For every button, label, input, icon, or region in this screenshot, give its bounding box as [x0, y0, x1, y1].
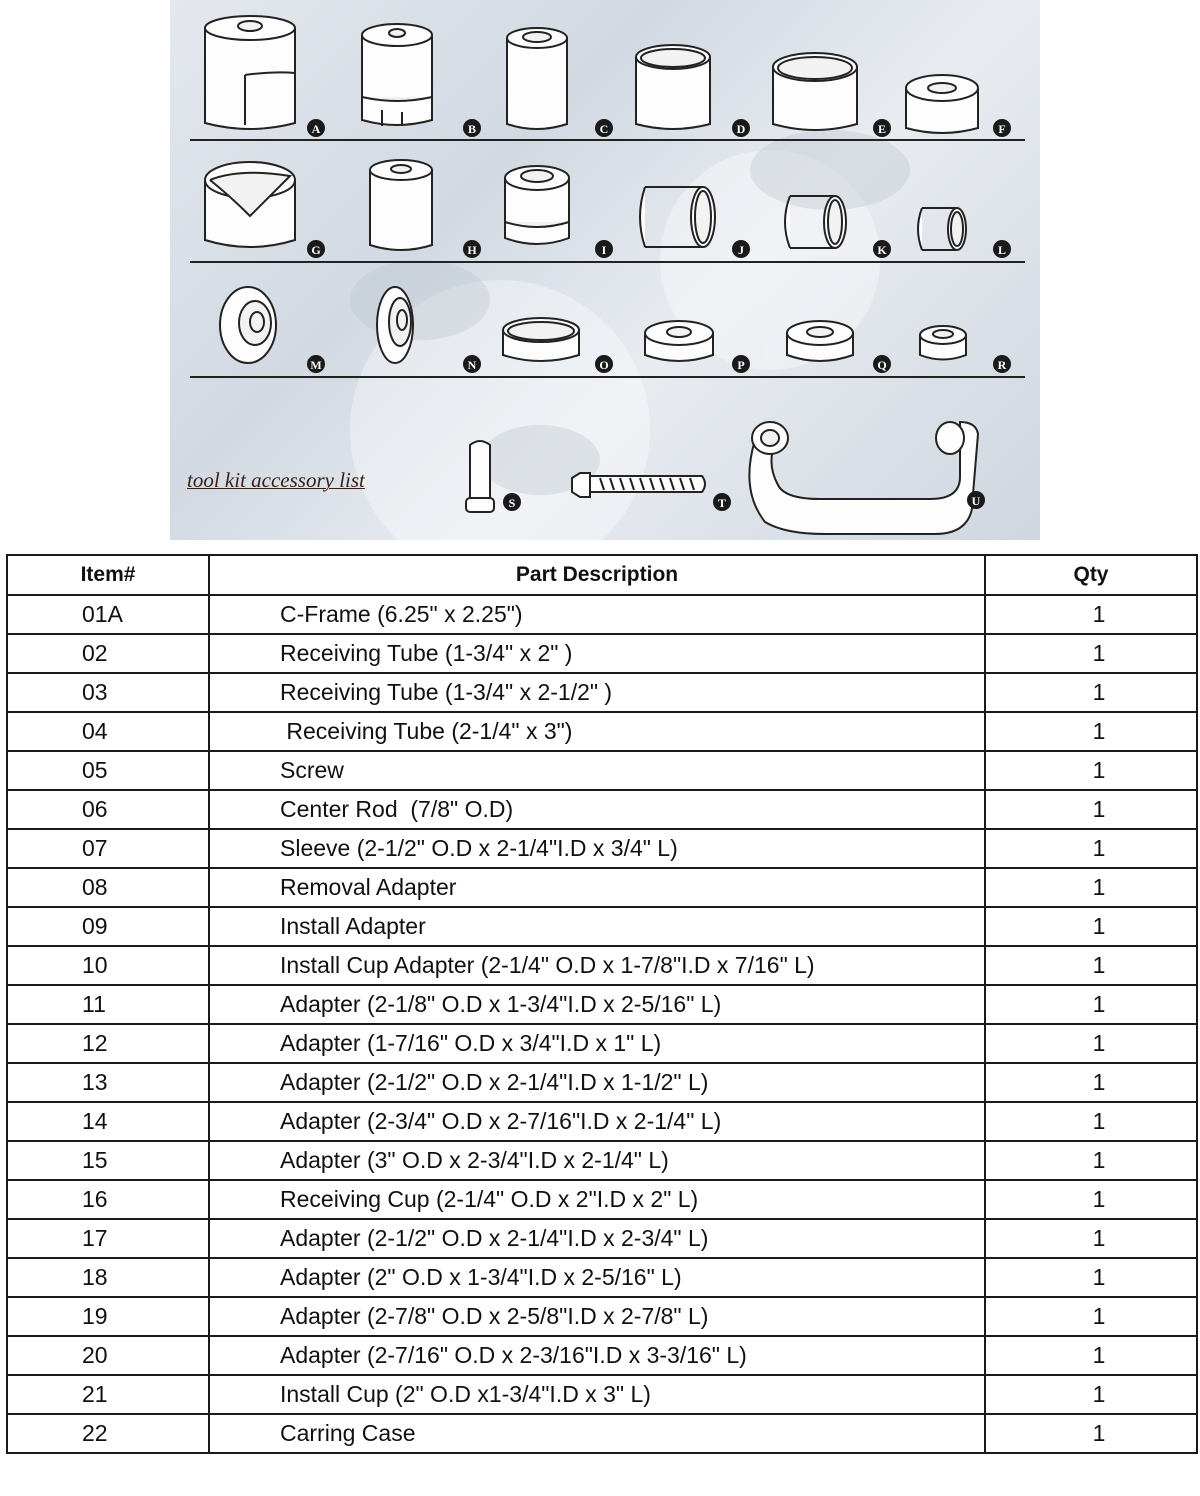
part-label-badge — [732, 240, 750, 258]
table-row — [7, 634, 1197, 673]
part-description-cell: Adapter (3" O.D x 2-3/4"I.D x 2-1/4" L) — [209, 1141, 985, 1180]
part-description-cell: C-Frame (6.25" x 2.25") — [209, 595, 985, 634]
quantity-cell: 1 — [985, 907, 1197, 946]
part-d-receiving-tube — [636, 45, 710, 129]
part-label-badge — [993, 355, 1011, 373]
part-f-install-adapter — [906, 75, 978, 133]
item-number-cell: 04 — [7, 712, 209, 751]
part-a-sleeve — [205, 16, 295, 129]
item-number-cell: 15 — [7, 1141, 209, 1180]
part-label-badge — [463, 355, 481, 373]
part-description-cell: Install Adapter — [209, 907, 985, 946]
part-u-c-frame — [749, 422, 978, 534]
svg-text:H: H — [467, 243, 477, 257]
item-number-cell: 22 — [7, 1414, 209, 1453]
part-label-badge — [595, 240, 613, 258]
parts-table — [6, 554, 1198, 1454]
table-header-row — [7, 555, 1197, 595]
item-number-cell: 20 — [7, 1336, 209, 1375]
part-label-badge — [732, 355, 750, 373]
svg-text:R: R — [997, 358, 1007, 372]
tool-kit-illustration — [170, 0, 1040, 540]
table-row — [7, 1102, 1197, 1141]
part-description-cell: Sleeve (2-1/2" O.D x 2-1/4"I.D x 3/4" L) — [209, 829, 985, 868]
svg-text:B: B — [467, 122, 477, 136]
table-row — [7, 1297, 1197, 1336]
part-description-cell: Adapter (2-7/8" O.D x 2-5/8"I.D x 2-7/8" L) — [209, 1297, 985, 1336]
part-g-cup — [205, 162, 295, 247]
item-number-cell: 07 — [7, 829, 209, 868]
table-row — [7, 1063, 1197, 1102]
table-row — [7, 907, 1197, 946]
part-b-removal-adapter — [362, 24, 432, 126]
quantity-cell: 1 — [985, 946, 1197, 985]
quantity-cell: 1 — [985, 634, 1197, 673]
table-row — [7, 751, 1197, 790]
part-description-cell: Adapter (2-7/16" O.D x 2-3/16"I.D x 3-3/16" L) — [209, 1336, 985, 1375]
item-number-cell: 08 — [7, 868, 209, 907]
svg-text:I: I — [601, 243, 607, 257]
part-r-adapter — [920, 326, 966, 360]
quantity-cell: 1 — [985, 790, 1197, 829]
quantity-cell: 1 — [985, 985, 1197, 1024]
table-row — [7, 595, 1197, 634]
part-description-cell: Center Rod (7/8" O.D) — [209, 790, 985, 829]
quantity-cell: 1 — [985, 1219, 1197, 1258]
part-s-center-rod — [466, 441, 494, 512]
part-label-badge — [307, 240, 325, 258]
column-header-item: Item# — [7, 555, 209, 595]
part-n-adapter — [377, 287, 413, 363]
quantity-cell: 1 — [985, 1375, 1197, 1414]
part-description-cell: Removal Adapter — [209, 868, 985, 907]
part-description-cell: Adapter (2-1/8" O.D x 1-3/4"I.D x 2-5/16" L) — [209, 985, 985, 1024]
item-number-cell: 10 — [7, 946, 209, 985]
svg-text:N: N — [467, 358, 477, 372]
part-label-badge — [503, 493, 521, 511]
quantity-cell: 1 — [985, 1414, 1197, 1453]
part-description-cell: Adapter (2-3/4" O.D x 2-7/16"I.D x 2-1/4" L) — [209, 1102, 985, 1141]
item-number-cell: 21 — [7, 1375, 209, 1414]
diagram-caption: tool kit accessory list — [187, 468, 365, 492]
part-label-badge — [307, 119, 325, 137]
svg-text:A: A — [311, 122, 321, 136]
table-row — [7, 1414, 1197, 1453]
quantity-cell: 1 — [985, 1102, 1197, 1141]
item-number-cell: 01A — [7, 595, 209, 634]
svg-text:J: J — [738, 243, 744, 257]
quantity-cell: 1 — [985, 595, 1197, 634]
quantity-cell: 1 — [985, 751, 1197, 790]
quantity-cell: 1 — [985, 1336, 1197, 1375]
table-row — [7, 985, 1197, 1024]
part-description-cell: Receiving Tube (2-1/4" x 3") — [209, 712, 985, 751]
svg-text:K: K — [877, 243, 887, 257]
tool-kit-diagram — [170, 0, 1040, 540]
svg-text:C: C — [599, 122, 609, 136]
svg-text:G: G — [311, 243, 321, 257]
quantity-cell: 1 — [985, 829, 1197, 868]
quantity-cell: 1 — [985, 1180, 1197, 1219]
part-label-badge — [993, 119, 1011, 137]
table-row — [7, 1375, 1197, 1414]
item-number-cell: 02 — [7, 634, 209, 673]
svg-text:T: T — [717, 496, 727, 510]
part-c-receiving-tube — [507, 28, 567, 129]
part-l-tube — [918, 208, 966, 250]
quantity-cell: 1 — [985, 1297, 1197, 1336]
svg-text:E: E — [877, 122, 887, 136]
part-label-badge — [732, 119, 750, 137]
item-number-cell: 03 — [7, 673, 209, 712]
table-row — [7, 1024, 1197, 1063]
table-row — [7, 673, 1197, 712]
table-row — [7, 712, 1197, 751]
item-number-cell: 11 — [7, 985, 209, 1024]
item-number-cell: 19 — [7, 1297, 209, 1336]
part-label-badge — [873, 355, 891, 373]
item-number-cell: 17 — [7, 1219, 209, 1258]
part-label-badge — [967, 491, 985, 509]
part-i-adapter — [505, 166, 569, 244]
part-label-badge — [873, 119, 891, 137]
svg-text:P: P — [737, 358, 745, 372]
part-description-cell: Receiving Cup (2-1/4" O.D x 2"I.D x 2" L) — [209, 1180, 985, 1219]
quantity-cell: 1 — [985, 1024, 1197, 1063]
part-label-badge — [993, 240, 1011, 258]
quantity-cell: 1 — [985, 868, 1197, 907]
quantity-cell: 1 — [985, 1141, 1197, 1180]
svg-text:F: F — [998, 122, 1006, 136]
part-h-adapter — [370, 160, 432, 250]
svg-text:D: D — [736, 122, 746, 136]
part-label-badge — [713, 493, 731, 511]
svg-text:U: U — [971, 494, 981, 508]
quantity-cell: 1 — [985, 673, 1197, 712]
svg-text:L: L — [997, 243, 1007, 257]
quantity-cell: 1 — [985, 1063, 1197, 1102]
item-number-cell: 13 — [7, 1063, 209, 1102]
table-row — [7, 829, 1197, 868]
table-row — [7, 1141, 1197, 1180]
item-number-cell: 14 — [7, 1102, 209, 1141]
table-row — [7, 1219, 1197, 1258]
part-description-cell: Carring Case — [209, 1414, 985, 1453]
item-number-cell: 06 — [7, 790, 209, 829]
part-q-adapter — [787, 321, 853, 361]
svg-text:S: S — [508, 496, 516, 510]
column-header-description: Part Description — [209, 555, 985, 595]
svg-text:Q: Q — [877, 358, 887, 372]
column-header-qty: Qty — [985, 555, 1197, 595]
item-number-cell: 09 — [7, 907, 209, 946]
part-e-receiving-cup — [773, 53, 857, 130]
table-row — [7, 1258, 1197, 1297]
part-m-adapter — [220, 287, 276, 363]
parts-table-body — [7, 595, 1197, 1453]
table-row — [7, 1180, 1197, 1219]
part-description-cell: Adapter (2" O.D x 1-3/4"I.D x 2-5/16" L) — [209, 1258, 985, 1297]
table-row — [7, 1336, 1197, 1375]
item-number-cell: 18 — [7, 1258, 209, 1297]
svg-text:M: M — [310, 358, 322, 372]
part-label-badge — [463, 240, 481, 258]
part-label-badge — [595, 355, 613, 373]
table-row — [7, 946, 1197, 985]
part-description-cell: Receiving Tube (1-3/4" x 2-1/2" ) — [209, 673, 985, 712]
part-description-cell: Screw — [209, 751, 985, 790]
part-label-badge — [463, 119, 481, 137]
part-description-cell: Adapter (2-1/2" O.D x 2-1/4"I.D x 1-1/2" L) — [209, 1063, 985, 1102]
part-p-install-cup-adapter — [645, 321, 713, 361]
part-label-badge — [595, 119, 613, 137]
part-o-sleeve — [503, 318, 579, 361]
part-description-cell: Install Cup (2" O.D x1-3/4"I.D x 3" L) — [209, 1375, 985, 1414]
svg-text:O: O — [599, 358, 609, 372]
table-row — [7, 790, 1197, 829]
quantity-cell: 1 — [985, 712, 1197, 751]
part-description-cell: Install Cup Adapter (2-1/4" O.D x 1-7/8"I.D x 7/16" L) — [209, 946, 985, 985]
item-number-cell: 12 — [7, 1024, 209, 1063]
part-description-cell: Adapter (1-7/16" O.D x 3/4"I.D x 1" L) — [209, 1024, 985, 1063]
item-number-cell: 05 — [7, 751, 209, 790]
part-label-badge — [873, 240, 891, 258]
table-row — [7, 868, 1197, 907]
part-label-badge — [307, 355, 325, 373]
item-number-cell: 16 — [7, 1180, 209, 1219]
part-description-cell: Receiving Tube (1-3/4" x 2" ) — [209, 634, 985, 673]
quantity-cell: 1 — [985, 1258, 1197, 1297]
part-description-cell: Adapter (2-1/2" O.D x 2-1/4"I.D x 2-3/4" L) — [209, 1219, 985, 1258]
